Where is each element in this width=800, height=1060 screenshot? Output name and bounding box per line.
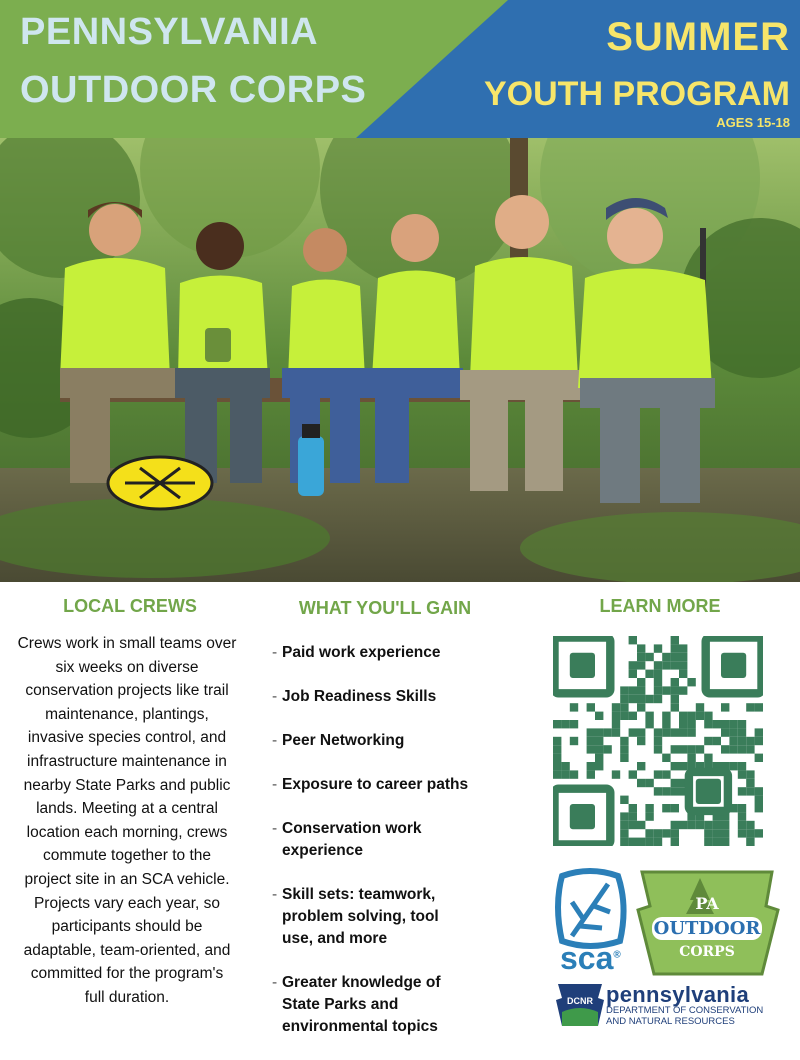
qr-module xyxy=(629,636,637,644)
qr-module xyxy=(553,720,561,728)
qr-module xyxy=(620,737,628,745)
qr-module xyxy=(679,821,687,829)
qr-module xyxy=(755,737,763,745)
qr-module xyxy=(553,737,561,745)
qr-module xyxy=(654,737,662,745)
qr-module xyxy=(721,703,729,711)
local-crews-line: nearby State Parks and public xyxy=(23,776,231,794)
local-crews-line: Crews work in small teams over xyxy=(17,635,237,652)
qr-module xyxy=(738,812,746,820)
qr-module xyxy=(612,770,620,778)
qr-module xyxy=(671,829,679,837)
qr-module xyxy=(713,720,721,728)
qr-module xyxy=(704,838,712,846)
qr-module xyxy=(679,720,687,728)
qr-module xyxy=(654,678,662,686)
qr-module xyxy=(679,644,687,652)
qr-module xyxy=(671,636,679,644)
header-banner xyxy=(0,0,800,138)
qr-module xyxy=(687,728,695,736)
qr-module xyxy=(637,653,645,661)
qr-module xyxy=(746,779,754,787)
qr-module xyxy=(620,838,628,846)
gain-dash: - xyxy=(272,776,278,793)
qr-module xyxy=(671,678,679,686)
qr-module xyxy=(629,838,637,846)
qr-module xyxy=(645,804,653,812)
qr-module xyxy=(612,728,620,736)
qr-module xyxy=(713,821,721,829)
local-crews-line: location each morning, crews xyxy=(26,823,228,841)
ages-label: AGES 15-18 xyxy=(716,115,790,130)
qr-module xyxy=(570,737,578,745)
qr-module xyxy=(738,770,746,778)
qr-module xyxy=(629,804,637,812)
qr-module xyxy=(553,745,561,753)
qr-module xyxy=(687,754,695,762)
qr-module xyxy=(738,762,746,770)
gain-item xyxy=(272,972,512,1038)
qr-module xyxy=(713,737,721,745)
local-crews-line: committed for the program's xyxy=(30,965,224,983)
gain-item-line: Exposure to career paths xyxy=(282,776,469,793)
qr-module xyxy=(637,838,645,846)
qr-module xyxy=(637,703,645,711)
qr-module xyxy=(587,703,595,711)
qr-module xyxy=(654,745,662,753)
qr-module xyxy=(738,728,746,736)
gain-item-line: Greater knowledge of xyxy=(282,974,441,991)
qr-module xyxy=(629,661,637,669)
qr-module xyxy=(645,812,653,820)
qr-module xyxy=(671,661,679,669)
qr-module xyxy=(595,737,603,745)
qr-module xyxy=(721,728,729,736)
qr-module xyxy=(721,821,729,829)
qr-module xyxy=(637,762,645,770)
qr-module xyxy=(729,728,737,736)
qr-module xyxy=(679,762,687,770)
qr-module xyxy=(671,821,679,829)
qr-module xyxy=(595,762,603,770)
qr-module xyxy=(637,737,645,745)
qr-module xyxy=(629,670,637,678)
qr-module xyxy=(671,838,679,846)
qr-module xyxy=(687,720,695,728)
qr-module xyxy=(679,745,687,753)
qr-module xyxy=(629,712,637,720)
qr-module xyxy=(561,770,569,778)
qr-module xyxy=(704,712,712,720)
qr-module xyxy=(603,728,611,736)
gain-item xyxy=(272,686,512,708)
local-crews-heading: LOCAL CREWS xyxy=(63,596,197,616)
gains-list xyxy=(272,642,512,1060)
local-crews-line: lands. Meeting at a central xyxy=(36,800,218,818)
gain-item-line: Paid work experience xyxy=(282,644,441,661)
qr-module xyxy=(637,728,645,736)
qr-module xyxy=(645,779,653,787)
qr-module xyxy=(679,661,687,669)
qr-module xyxy=(654,686,662,694)
qr-module xyxy=(620,821,628,829)
local-crews-line: commute together to the xyxy=(42,847,211,865)
qr-module xyxy=(629,821,637,829)
local-crews-line: invasive species control, and xyxy=(27,729,227,747)
qr-module xyxy=(620,745,628,753)
qr-module xyxy=(553,770,561,778)
qr-module xyxy=(729,737,737,745)
qr-finder-pattern xyxy=(689,772,728,811)
qr-module xyxy=(595,712,603,720)
qr-module xyxy=(620,829,628,837)
qr-module xyxy=(654,770,662,778)
learn-more-heading: LEARN MORE xyxy=(599,596,721,616)
title-line-1: PENNSYLVANIA xyxy=(14,10,324,54)
qr-module xyxy=(645,838,653,846)
pennsylvania-wordmark: pennsylvania xyxy=(606,982,749,1007)
qr-module xyxy=(755,728,763,736)
qr-module xyxy=(654,670,662,678)
qr-module xyxy=(679,712,687,720)
pa-badge-top: PA xyxy=(695,894,719,913)
qr-module xyxy=(637,678,645,686)
qr-module xyxy=(595,754,603,762)
gain-item-line: Conservation work xyxy=(282,820,422,837)
qr-module xyxy=(746,821,754,829)
local-crews-line: participants should be xyxy=(51,918,203,936)
qr-module xyxy=(746,829,754,837)
qr-module xyxy=(612,720,620,728)
gain-item xyxy=(272,730,512,752)
dcnr-line-1: DEPARTMENT OF CONSERVATION xyxy=(606,1005,764,1016)
qr-module xyxy=(671,804,679,812)
qr-module xyxy=(637,695,645,703)
qr-finder-pattern xyxy=(706,638,762,694)
qr-module xyxy=(553,754,561,762)
qr-module xyxy=(654,787,662,795)
gain-item-line: problem solving, tool xyxy=(282,908,439,925)
qr-module xyxy=(553,762,561,770)
qr-module xyxy=(746,745,754,753)
qr-module xyxy=(738,787,746,795)
local-crews-line: adaptable, team-oriented, and xyxy=(23,941,231,959)
local-crews-line: conservation projects like trail xyxy=(25,682,229,700)
qr-module xyxy=(645,720,653,728)
qr-finder-pattern xyxy=(555,638,611,694)
qr-module xyxy=(620,796,628,804)
qr-module xyxy=(679,686,687,694)
local-crews-line: maintenance, plantings, xyxy=(45,705,209,723)
qr-module xyxy=(620,712,628,720)
qr-module xyxy=(654,644,662,652)
gain-dash: - xyxy=(272,974,278,991)
pa-badge-bottom: CORPS xyxy=(679,944,735,960)
qr-module xyxy=(587,728,595,736)
qr-module xyxy=(671,686,679,694)
qr-module xyxy=(645,829,653,837)
qr-module xyxy=(629,686,637,694)
qr-module xyxy=(738,745,746,753)
qr-module xyxy=(637,661,645,669)
gain-item xyxy=(272,774,512,796)
dcnr-subtitle xyxy=(606,1005,763,1027)
program-line-2: YOUTH PROGRAM xyxy=(484,75,790,113)
qr-module xyxy=(637,779,645,787)
qr-module xyxy=(629,770,637,778)
qr-module xyxy=(679,728,687,736)
qr-module xyxy=(654,661,662,669)
sca-text: sca xyxy=(560,940,614,976)
qr-module xyxy=(671,695,679,703)
qr-module xyxy=(620,754,628,762)
qr-module xyxy=(662,720,670,728)
qr-module xyxy=(645,712,653,720)
qr-module xyxy=(654,728,662,736)
qr-module xyxy=(696,703,704,711)
qr-module xyxy=(721,829,729,837)
qr-module xyxy=(662,754,670,762)
qr-module xyxy=(704,754,712,762)
qr-module xyxy=(662,804,670,812)
qr-module xyxy=(671,779,679,787)
qr-module xyxy=(612,712,620,720)
qr-module xyxy=(704,829,712,837)
corps-title xyxy=(14,10,372,126)
qr-module xyxy=(671,703,679,711)
qr-module xyxy=(620,695,628,703)
what-youll-gain-heading: WHAT YOU'LL GAIN xyxy=(298,598,472,618)
qr-module xyxy=(696,821,704,829)
qr-module xyxy=(654,695,662,703)
qr-module xyxy=(671,787,679,795)
qr-module xyxy=(679,653,687,661)
qr-module xyxy=(746,737,754,745)
qr-finder-pattern xyxy=(555,789,611,845)
dcnr-line-2: AND NATURAL RESOURCES xyxy=(606,1016,735,1027)
sca-registered-mark: ® xyxy=(613,949,621,961)
qr-module xyxy=(746,703,754,711)
gain-item xyxy=(272,884,512,950)
gain-dash: - xyxy=(272,820,278,837)
qr-module xyxy=(738,720,746,728)
qr-module xyxy=(671,745,679,753)
qr-module xyxy=(629,728,637,736)
qr-module xyxy=(738,821,746,829)
local-crews-line: six weeks on diverse xyxy=(55,658,199,676)
pa-badge-text xyxy=(652,894,762,960)
qr-code[interactable] xyxy=(553,636,763,846)
qr-module xyxy=(587,737,595,745)
qr-module xyxy=(738,737,746,745)
qr-module xyxy=(755,796,763,804)
crew-photo xyxy=(0,138,800,582)
qr-module xyxy=(696,712,704,720)
qr-module xyxy=(679,670,687,678)
qr-module xyxy=(746,838,754,846)
qr-module xyxy=(637,644,645,652)
crew-photo-illustration xyxy=(0,138,800,582)
qr-module xyxy=(637,821,645,829)
program-title xyxy=(484,14,790,130)
qr-module xyxy=(755,829,763,837)
qr-module xyxy=(746,787,754,795)
gain-item-line: Peer Networking xyxy=(282,732,405,749)
qr-module xyxy=(687,745,695,753)
qr-module xyxy=(570,770,578,778)
qr-module xyxy=(671,644,679,652)
qr-module xyxy=(704,821,712,829)
dcnr-badge-text: DCNR xyxy=(567,996,593,1006)
title-line-2: OUTDOOR CORPS xyxy=(14,68,372,112)
qr-module xyxy=(687,821,695,829)
local-crews-line: infrastructure maintenance in xyxy=(27,752,227,770)
gain-item-line: State Parks and xyxy=(282,996,399,1013)
qr-module xyxy=(645,670,653,678)
qr-module xyxy=(662,712,670,720)
qr-module xyxy=(603,745,611,753)
qr-module xyxy=(687,712,695,720)
qr-module xyxy=(645,695,653,703)
qr-module xyxy=(587,762,595,770)
qr-module xyxy=(755,754,763,762)
qr-module xyxy=(654,829,662,837)
qr-module xyxy=(671,728,679,736)
gain-dash: - xyxy=(272,688,278,705)
qr-module xyxy=(654,838,662,846)
qr-module xyxy=(595,745,603,753)
qr-module xyxy=(637,686,645,694)
qr-module xyxy=(620,703,628,711)
pa-badge-mid: OUTDOOR xyxy=(653,918,761,939)
qr-module xyxy=(755,703,763,711)
qr-module xyxy=(620,812,628,820)
qr-module xyxy=(696,745,704,753)
qr-module xyxy=(729,720,737,728)
qr-module xyxy=(662,829,670,837)
qr-module xyxy=(570,703,578,711)
gain-dash: - xyxy=(272,886,278,903)
qr-module xyxy=(662,661,670,669)
qr-module xyxy=(738,829,746,837)
gain-item xyxy=(272,642,512,664)
qr-module xyxy=(721,838,729,846)
program-line-1: SUMMER xyxy=(606,15,790,59)
qr-module xyxy=(645,653,653,661)
qr-module xyxy=(595,728,603,736)
qr-module xyxy=(704,720,712,728)
qr-module xyxy=(671,653,679,661)
gain-dash: - xyxy=(272,732,278,749)
qr-module xyxy=(746,770,754,778)
qr-module xyxy=(738,804,746,812)
local-crews-line: Projects vary each year, so xyxy=(33,894,221,912)
qr-module xyxy=(704,737,712,745)
qr-module xyxy=(561,762,569,770)
qr-module xyxy=(662,686,670,694)
qr-module xyxy=(721,745,729,753)
qr-module xyxy=(587,745,595,753)
qr-module xyxy=(755,804,763,812)
qr-module xyxy=(755,787,763,795)
qr-module xyxy=(721,720,729,728)
qr-module xyxy=(687,678,695,686)
local-crews-line: full duration. xyxy=(84,988,170,1006)
gain-item-line: experience xyxy=(282,842,363,859)
qr-module xyxy=(662,728,670,736)
local-crews-description xyxy=(8,632,246,1010)
gain-dash: - xyxy=(272,644,278,661)
qr-module xyxy=(729,745,737,753)
qr-module xyxy=(570,720,578,728)
qr-module xyxy=(620,686,628,694)
sca-wordmark xyxy=(560,940,621,977)
local-crews-line: project site in an SCA vehicle. xyxy=(24,870,230,888)
qr-module xyxy=(561,720,569,728)
gain-item-line: Job Readiness Skills xyxy=(282,688,437,705)
qr-module xyxy=(629,812,637,820)
qr-module xyxy=(713,838,721,846)
qr-module xyxy=(612,703,620,711)
qr-module xyxy=(662,653,670,661)
sca-leaf-icon xyxy=(558,871,624,946)
qr-module xyxy=(587,770,595,778)
qr-module xyxy=(629,695,637,703)
gain-item-line: Skill sets: teamwork, xyxy=(282,886,436,903)
qr-module xyxy=(729,762,737,770)
qr-module xyxy=(671,762,679,770)
gain-item-line: environmental topics xyxy=(282,1018,438,1035)
qr-module xyxy=(662,770,670,778)
partner-logos xyxy=(550,866,790,1031)
qr-module xyxy=(713,829,721,837)
gain-item xyxy=(272,818,512,862)
gain-item-line: use, and more xyxy=(282,930,388,947)
qr-module xyxy=(662,787,670,795)
